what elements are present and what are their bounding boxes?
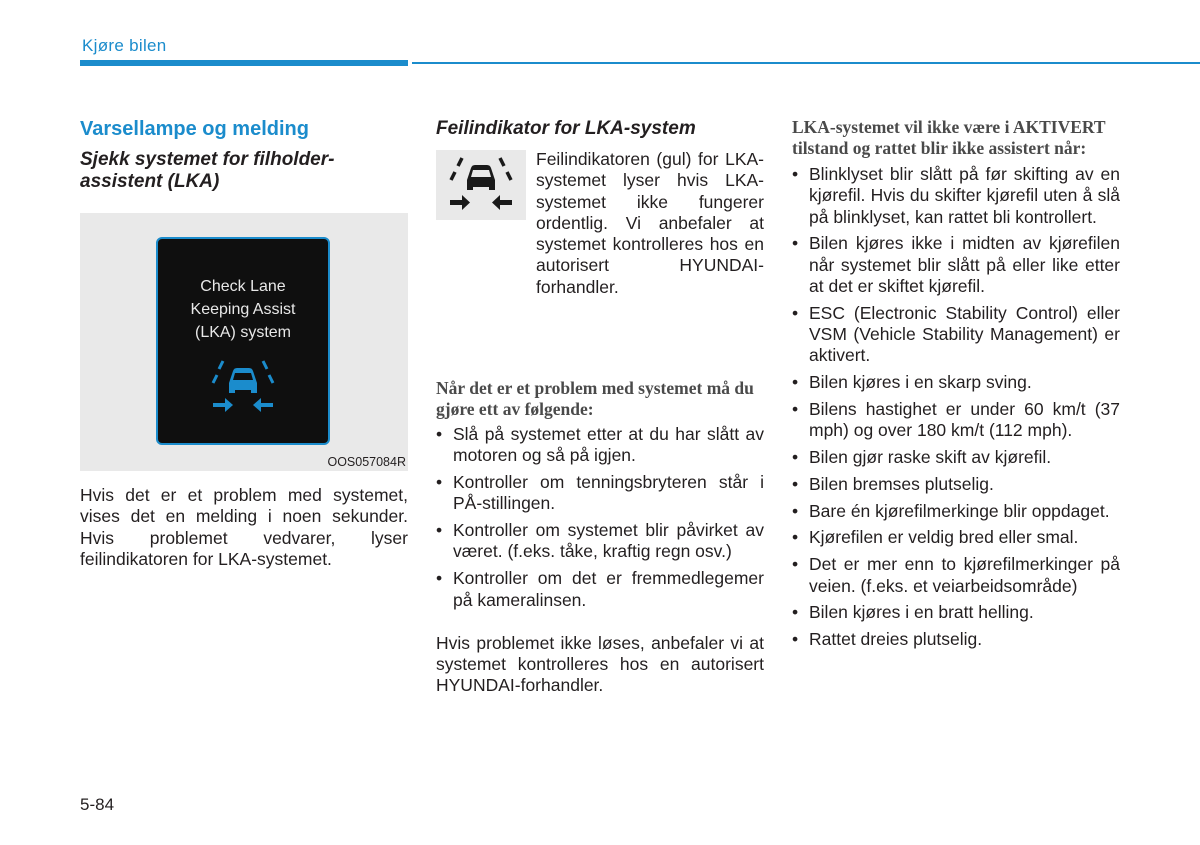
sub-heading: Sjekk systemet for filholder-assistent (LKA) bbox=[80, 149, 335, 192]
lka-icon bbox=[209, 359, 277, 420]
list-item: • Bilen kjøres i en bratt helling. bbox=[792, 602, 1120, 623]
list-item: • Kontroller om det er fremmedlegemer på kameralinsen. bbox=[436, 568, 764, 611]
right-column bbox=[792, 116, 1120, 656]
list-item: • Bilen gjør raske skift av kjørefil. bbox=[792, 447, 1120, 468]
page-number: 5-84 bbox=[80, 795, 115, 814]
figure-code: OOS057084R bbox=[327, 455, 406, 469]
display-line: Keeping Assist bbox=[190, 301, 296, 318]
section-heading: Varsellampe og melding bbox=[80, 118, 309, 140]
display-message bbox=[158, 275, 328, 344]
cluster-display bbox=[156, 237, 330, 445]
list-item: • Bilen kjøres ikke i midten av kjørefilen når systemet blir slått på eller like etter at det er skiftet kjørefil. bbox=[792, 233, 1120, 297]
list-item: • Blinklyset blir slått på før skifting av en kjørefil. Hvis du skifter kjørefil uten å slå på blinklyset, kan rattet bli kontrollert. bbox=[792, 164, 1120, 228]
list-item: • ESC (Electronic Stability Control) eller VSM (Vehicle Stability Management) er aktivert. bbox=[792, 303, 1120, 367]
list-item: • Bare én kjørefilmerkinge blir oppdaget. bbox=[792, 501, 1120, 522]
display-line: Check Lane bbox=[200, 278, 286, 295]
list-item: • Slå på systemet etter at du har slått av motoren og så på igjen. bbox=[436, 424, 764, 467]
middle-column bbox=[436, 116, 764, 697]
lka-indicator-icon bbox=[436, 150, 526, 220]
problem-bullet-list bbox=[436, 424, 764, 611]
header-rule-thick bbox=[80, 60, 408, 66]
message-paragraph: Hvis det er et problem med systemet, vises det en melding i noen sekunder. Hvis problemet vedvarer, lyser feilindikatoren for LKA-systemet. bbox=[80, 485, 408, 569]
list-item: • Kjørefilen er veldig bred eller smal. bbox=[792, 527, 1120, 548]
list-item: • Bilens hastighet er under 60 km/t (37 mph) og over 180 km/t (112 mph). bbox=[792, 399, 1120, 442]
list-item: • Det er mer enn to kjørefilmerkinger på veien. (f.eks. et veiarbeidsområde) bbox=[792, 554, 1120, 597]
list-item: • Kontroller om systemet blir påvirket av været. (f.eks. tåke, kraftig regn osv.) bbox=[436, 520, 764, 563]
list-item: • Bilen bremses plutselig. bbox=[792, 474, 1120, 495]
inactive-conditions-heading: LKA-systemet vil ikke være i AKTIVERT tilstand og rattet blir ikke assistert når: bbox=[792, 117, 1106, 158]
display-line: (LKA) system bbox=[194, 324, 291, 341]
header-rule-thin bbox=[412, 62, 1200, 64]
list-item: • Kontroller om tenningsbryteren står i PÅ-stillingen. bbox=[436, 472, 764, 515]
lka-message-figure bbox=[80, 213, 408, 471]
indicator-heading: Feilindikator for LKA-system bbox=[436, 118, 696, 139]
indicator-block bbox=[436, 150, 764, 330]
list-item: • Bilen kjøres i en skarp sving. bbox=[792, 372, 1120, 393]
problem-heading: Når det er et problem med systemet må du gjøre ett av følgende: bbox=[436, 378, 754, 419]
left-column bbox=[80, 116, 408, 570]
conditions-bullet-list bbox=[792, 164, 1120, 650]
closing-paragraph: Hvis problemet ikke løses, anbefaler vi at systemet kontrolleres hos en autorisert HYUNDAI-forhandler. bbox=[436, 632, 764, 696]
running-header: Kjøre bilen bbox=[82, 36, 167, 55]
indicator-description: Feilindikatoren (gul) for LKA-systemet lyser hvis LKA-systemet ikke fungerer ordentlig. Vi anbefaler at systemet kontrolleres hos en autorisert HYUNDAI-forhandler. bbox=[536, 149, 764, 297]
list-item: • Rattet dreies plutselig. bbox=[792, 629, 1120, 650]
